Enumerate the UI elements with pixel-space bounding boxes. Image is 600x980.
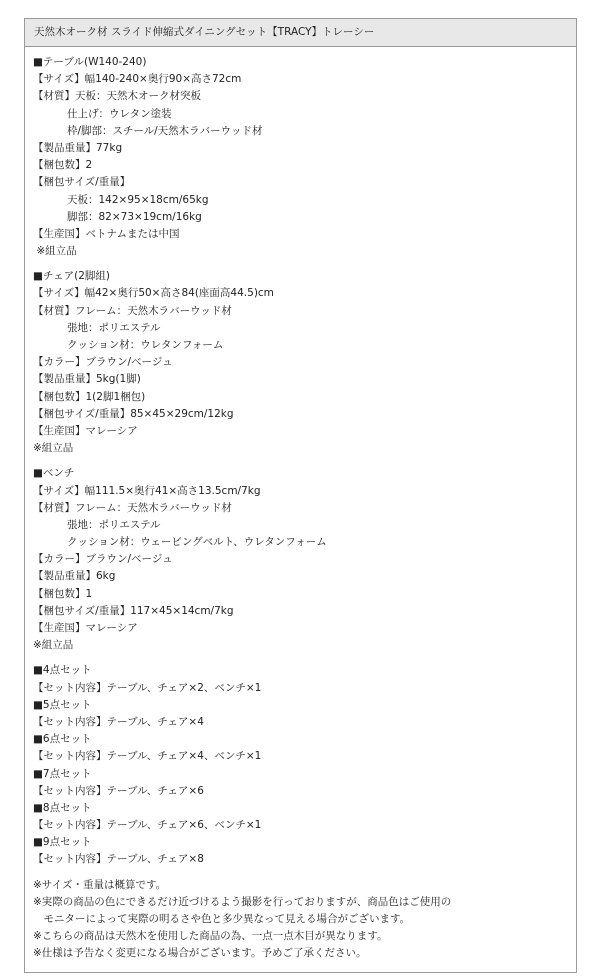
spec-sheet: [24, 18, 577, 973]
product-title: 天然木オーク材 スライド伸縮式ダイニングセット【TRACY】トレーシー: [25, 19, 576, 47]
table-frame: 枠/脚部：スチール/天然木ラバーウッド材: [67, 124, 263, 137]
spec-body: [25, 47, 576, 963]
table-finish: 仕上げ：ウレタン塗装: [67, 107, 172, 120]
chair-upholstery: 張地：ポリエステル: [67, 321, 161, 334]
chair-assembly-note: ※組立品: [33, 442, 74, 455]
table-material: 【材質】天板：天然木オーク材突板: [33, 90, 201, 103]
bench-material: 【材質】フレーム：天然木ラバーウッド材: [33, 501, 232, 514]
bench-package-count: 【梱包数】1: [33, 587, 93, 600]
bench-origin: 【生産国】マレーシア: [33, 622, 138, 634]
set-contents-section: [33, 662, 576, 868]
bench-size: 【サイズ】幅111.5×奥行41×高さ13.5cm/7kg: [33, 484, 261, 497]
set-6-heading: ■6点セット: [33, 733, 92, 746]
note-spec-change: ※仕様は予告なく変更になる場合がございます。予めご了承ください。: [33, 947, 367, 960]
note-color-1: ※実際の商品の色にできるだけ近づけるよう撮影を行っておりますが、商品色はご使用の: [33, 895, 452, 908]
chair-origin: 【生産国】マレーシア: [33, 424, 138, 437]
chair-weight: 【製品重量】5kg(1脚): [33, 373, 141, 386]
set-9-contents: 【セット内容】テーブル、チェア×8: [33, 853, 204, 866]
bench-weight: 【製品重量】6kg: [33, 570, 116, 583]
bench-upholstery: 張地：ポリエステル: [67, 518, 161, 531]
chair-size: 【サイズ】幅42×奥行50×高さ84(座面高44.5)cm: [33, 287, 274, 300]
chair-material: 【材質】フレーム：天然木ラバーウッド材: [33, 304, 232, 317]
note-color-2: モニターによって実際の明るさや色と多少異なって見える場合がございます。: [33, 913, 411, 925]
set-7-heading: ■7点セット: [33, 767, 92, 780]
table-heading: ■テーブル(W140-240): [33, 56, 147, 68]
bench-color: 【カラー】ブラウン/ベージュ: [33, 553, 173, 566]
chair-heading: ■チェア(2脚組): [33, 270, 110, 283]
chair-package-size: 【梱包サイズ/重量】85×45×29cm/12kg: [33, 407, 234, 420]
chair-spec-section: [33, 268, 576, 457]
table-size: 【サイズ】幅140-240×奥行90×高さ72cm: [33, 73, 242, 86]
set-7-contents: 【セット内容】テーブル、チェア×6: [33, 784, 204, 797]
set-4-heading: ■4点セット: [33, 664, 92, 677]
table-weight: 【製品重量】77kg: [33, 141, 123, 154]
table-assembly-note: ※組立品: [33, 245, 77, 258]
table-package-count: 【梱包数】2: [33, 159, 93, 172]
chair-color: 【カラー】ブラウン/ベージュ: [33, 356, 173, 369]
bench-cushion: クッション材：ウェービングベルト、ウレタンフォーム: [67, 536, 327, 549]
bench-spec-section: [33, 465, 576, 654]
bench-assembly-note: ※組立品: [33, 639, 74, 652]
set-8-contents: 【セット内容】テーブル、チェア×6、ベンチ×1: [33, 819, 262, 832]
note-wood-grain: ※こちらの商品は天然木を使用した商品の為、一点一点木目が異なります。: [33, 930, 388, 943]
table-spec-section: [33, 54, 576, 260]
set-6-contents: 【セット内容】テーブル、チェア×4、ベンチ×1: [33, 750, 262, 763]
chair-cushion: クッション材：ウレタンフォーム: [67, 339, 224, 351]
set-5-heading: ■5点セット: [33, 698, 92, 711]
set-5-contents: 【セット内容】テーブル、チェア×4: [33, 715, 204, 728]
table-package-top: 天板：142×95×18cm/65kg: [67, 193, 209, 206]
set-9-heading: ■9点セット: [33, 836, 92, 849]
notes-section: [33, 877, 576, 963]
table-origin: 【生産国】ベトナムまたは中国: [33, 227, 180, 240]
set-8-heading: ■8点セット: [33, 801, 92, 814]
set-4-contents: 【セット内容】テーブル、チェア×2、ベンチ×1: [33, 681, 262, 694]
table-package-legs: 脚部：82×73×19cm/16kg: [67, 210, 202, 223]
chair-package-count: 【梱包数】1(2脚1梱包): [33, 390, 146, 403]
bench-heading: ■ベンチ: [33, 467, 75, 480]
table-package-size-label: 【梱包サイズ/重量】: [33, 176, 131, 189]
bench-package-size: 【梱包サイズ/重量】117×45×14cm/7kg: [33, 604, 234, 617]
note-approximate: ※サイズ・重量は概算です。: [33, 878, 167, 891]
